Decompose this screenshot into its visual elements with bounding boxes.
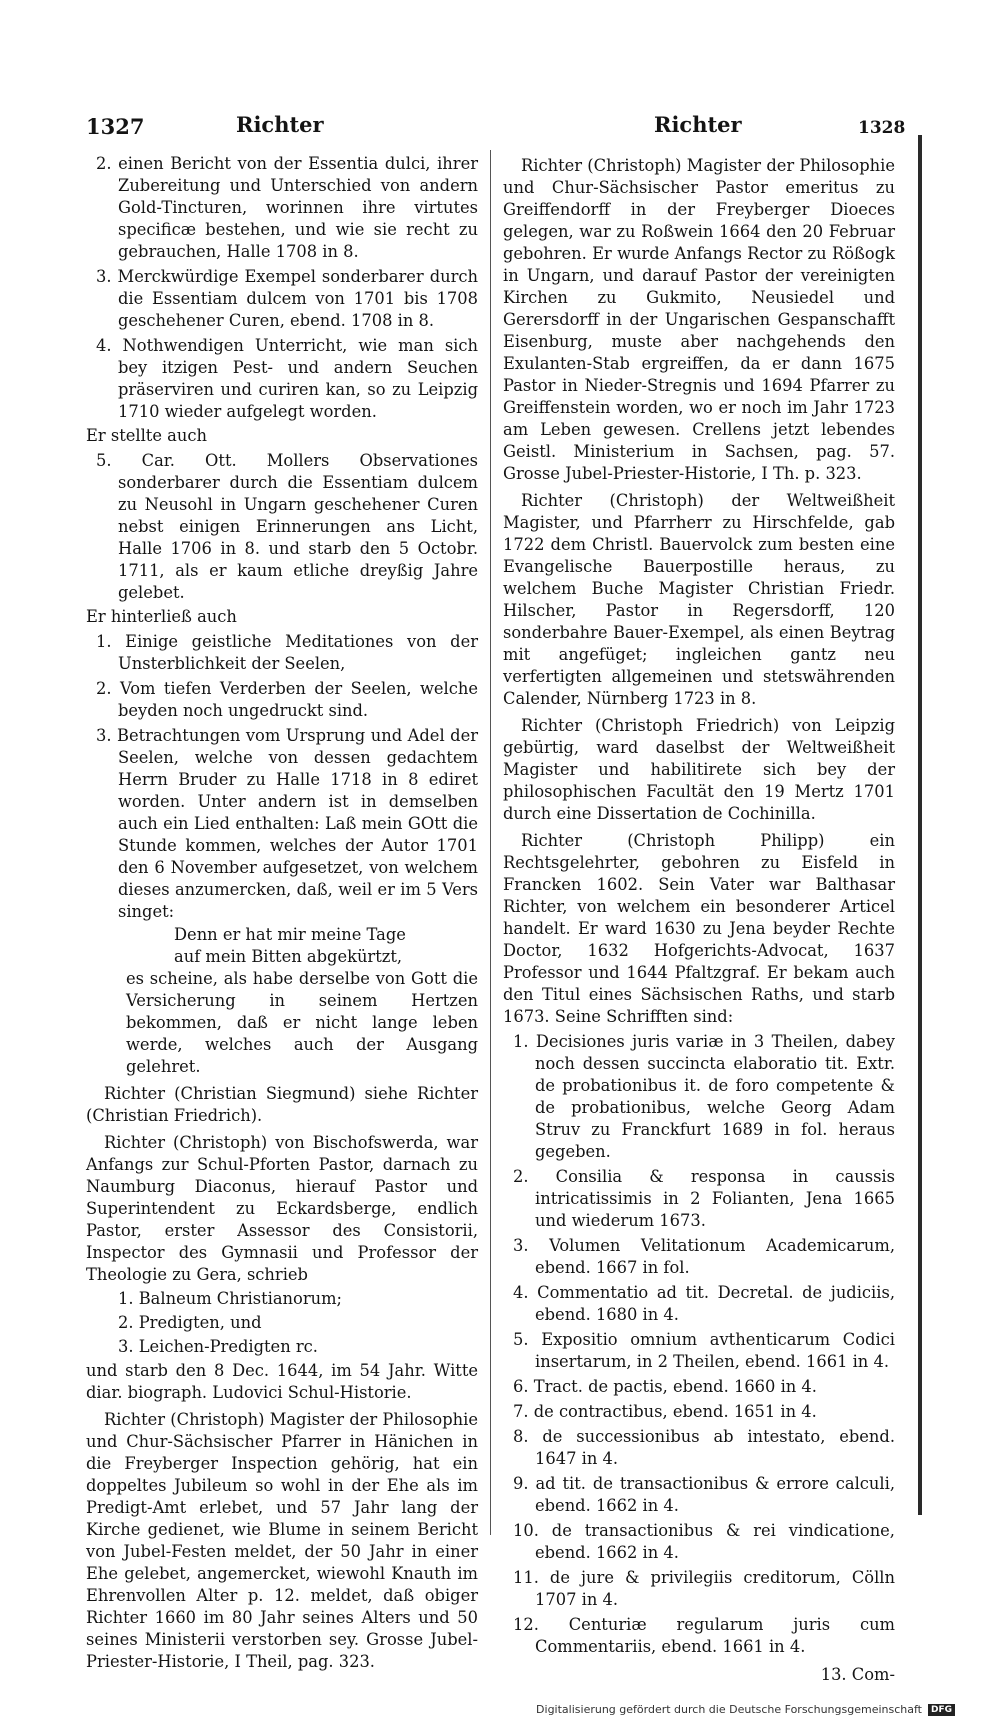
left-column-item: 5. Car. Ott. Mollers Observationes sonderbarer durch die Essentiam dulcem zu Neusohl in Ungarn geschehener Curen nebst einigen Erinnerungen ans Licht, Halle 1706 in 8. und starb den 5 Octobr. 1711, als er kaum etliche dreyßig Jahre gelebet. [96,451,478,602]
right-column-item: 11. de jure & privilegiis creditorum, Cölln 1707 in 4. [513,1568,895,1609]
right-column-item: 5. Expositio omnium avthenticarum Codici insertarum, in 2 Theilen, ebend. 1661 in 4. [513,1330,895,1371]
right-column-item: 9. ad tit. de transactionibus & errore calculi, ebend. 1662 in 4. [513,1474,895,1515]
running-title-right: Richter [654,112,742,137]
left-column-item: 2. Vom tiefen Verderben der Seelen, welche beyden noch ungedruckt sind. [96,679,478,720]
right-column-item: 3. Volumen Velitationum Academicarum, ebend. 1667 in fol. [513,1236,895,1277]
left-column-entry: Richter (Christoph) Magister der Philosophie und Chur-Sächsischer Pfarrer in Hänichen in die Freyberger Inspection gehörig, hat ein doppeltes Jubileum so wohl in der Ehe als im Predigt-Amt erlebet, und 57 Jahr lang der Kirche gedienet, wie Blume in seinem Bericht von Jubel-Festen meldet, der 50 Jahr in einer Ehe gelebet, angemercket, wiewohl Knauth im Ehrenvollen Alter p. 12. meldet, daß obiger Richter 1660 im 80 Jahr seines Alters und 50 seines Ministerii verstorben sey. Grosse Jubel-Priester-Historie, I Theil, pag. 323. [86,1410,478,1671]
right-column-item: 10. de transactionibus & rei vindicatione, ebend. 1662 in 4. [513,1521,895,1562]
left-column-item: 3. Betrachtungen vom Ursprung und Adel der Seelen, welche von dessen gedachtem Herrn Bruder zu Halle 1718 in 8 ediret worden. Unter andern ist in demselben auch ein Lied enthalten: Laß mein GOtt die Stunde kommen, welches der Autor 1701 den 6 November aufgesetzet, von welchem dieses anzumercken, daß, weil er im 5 Vers singet: [96,726,478,921]
right-column-entry: Richter (Christoph) der Weltweißheit Magister, und Pfarrherr zu Hirschfelde, gab 1722 dem Christl. Bauervolck zum besten eine Evangelische Bauerpostille heraus, zu welchem Buche Magister Christian Friedr. Hilscher, Pastor in Regersdorff, 120 sonderbahre Bauer-Exempel, als einen Beytrag mit angefüget; ingleichen gantz neu verfertigten allgemeinen und stetswährenden Calender, Nürnberg 1723 in 8. [503,491,895,708]
left-column-verse: auf mein Bitten abgekürtzt, [174,947,403,966]
left-column-entry: Richter (Christian Siegmund) siehe Richter (Christian Friedrich). [86,1084,478,1125]
left-column-subitem: 1. Balneum Christianorum; [118,1289,343,1308]
right-text-column [503,150,895,1687]
right-column-item: 12. Centuriæ regularum juris cum Commentariis, ebend. 1661 in 4. [513,1615,895,1656]
right-column-catch: 13. Com- [820,1665,895,1684]
left-column-subitem: 2. Predigten, und [118,1313,262,1332]
left-column-item: 1. Einige geistliche Meditationes von der Unsterblichkeit der Seelen, [96,632,478,673]
right-column-item: 8. de successionibus ab intestato, ebend. 1647 in 4. [513,1427,895,1468]
left-column-subitem: 3. Leichen-Predigten rc. [118,1337,318,1356]
page-number-left: 1327 [86,114,145,139]
right-column-item: 6. Tract. de pactis, ebend. 1660 in 4. [513,1377,817,1396]
dfg-logo: DFG [928,1704,955,1716]
right-column-entry: Richter (Christoph Philipp) ein Rechtsgelehrter, gebohren zu Eisfeld in Francken 1602. Sein Vater war Balthasar Richter, von welchem ein besonderer Articel handelt. Er ward 1630 zu Jena beyder Rechte Doctor, 1632 Hofgerichts-Advocat, 1637 Professor und 1644 Pfaltzgraf. Er bekam auch den Titul eines Sächsischen Raths, und starb 1673. Seine Schrifften sind: [503,831,895,1026]
footer-text: Digitalisierung gefördert durch die Deutsche Forschungsgemeinschaft [536,1703,922,1716]
left-column-line: und starb den 8 Dec. 1644, im 54 Jahr. Witte diar. biograph. Ludovici Schul-Historie. [86,1361,478,1402]
left-column-item: 3. Merckwürdige Exempel sonderbarer durch die Essentiam dulcem von 1701 bis 1708 geschehener Curen, ebend. 1708 in 8. [96,267,478,330]
left-column-verse: Denn er hat mir meine Tage [174,925,406,944]
right-column-item: 7. de contractibus, ebend. 1651 in 4. [513,1402,817,1421]
left-column-verse2: es scheine, als habe derselbe von Gott die Versicherung in seinem Hertzen bekommen, daß er nicht lange leben werde, welches auch der Ausgang gelehret. [126,969,478,1076]
left-text-column [86,150,478,1674]
right-column-item: 2. Consilia & responsa in caussis intricatissimis in 2 Folianten, Jena 1665 und wiederum 1673. [513,1167,895,1230]
left-column-line: Er stellte auch [86,426,207,445]
running-title-left: Richter [236,112,324,137]
column-divider [490,150,491,1535]
right-column-entry: Richter (Christoph Friedrich) von Leipzig gebürtig, ward daselbst der Weltweißheit Magister und habilitirete sich bey der philosophischen Facultät den 19 Mertz 1701 durch eine Dissertation de Cochinilla. [503,716,895,823]
page-edge-shadow [918,135,922,1515]
right-column-item: 4. Commentatio ad tit. Decretal. de judiciis, ebend. 1680 in 4. [513,1283,895,1324]
left-column-item: 2. einen Bericht von der Essentia dulci, ihrer Zubereitung und Unterschied von andern Gold-Tincturen, worinnen ihre virtutes specificæ bestehen, und wie sie recht zu gebrauchen, Halle 1708 in 8. [96,154,478,261]
left-column-item: 4. Nothwendigen Unterricht, wie man sich bey itzigen Pest- und andern Seuchen präserviren und curiren kan, so zu Leipzig 1710 wieder aufgelegt worden. [96,336,478,421]
page-number-right: 1328 [858,118,906,138]
left-column-line: Er hinterließ auch [86,607,237,626]
digitization-footer [536,1703,955,1716]
right-column-item: 1. Decisiones juris variæ in 3 Theilen, dabey noch dessen succincta elaboratio tit. Extr. de probationibus it. de foro competente & de probationibus, welche Georg Adam Struv zu Franckfurt 1689 in fol. heraus gegeben. [513,1032,895,1161]
right-column-entry: Richter (Christoph) Magister der Philosophie und Chur-Sächsischer Pastor emeritus zu Greiffendorff in der Freyberger Dioeces gelegen, war zu Roßwein 1664 den 20 Februar gebohren. Er wurde Anfangs Rector zu Rößogk in Ungarn, und darauf Pastor der vereinigten Kirchen zu Gukmito, Neusiedel und Gerersdorff in der Ungarischen Gespanschafft Eisenburg, muste aber nachgehends den Exulanten-Stab ergreiffen, da er dann 1675 Pastor in Nieder-Stregnis und 1694 Pfarrer zu Greiffenstein worden, wo er noch im Jahr 1723 am Leben gewesen. Crellens jetzt lebendes Geistl. Ministerium in Sachsen, pag. 57. Grosse Jubel-Priester-Historie, I Th. p. 323. [503,156,895,483]
left-column-entry: Richter (Christoph) von Bischofswerda, war Anfangs zur Schul-Pforten Pastor, darnach zu Naumburg Diaconus, hierauf Pastor und Superintendent zu Eckardsberge, endlich Pastor, erster Assessor des Consistorii, Inspector des Gymnasii und Professor der Theologie zu Gera, schrieb [86,1133,478,1284]
